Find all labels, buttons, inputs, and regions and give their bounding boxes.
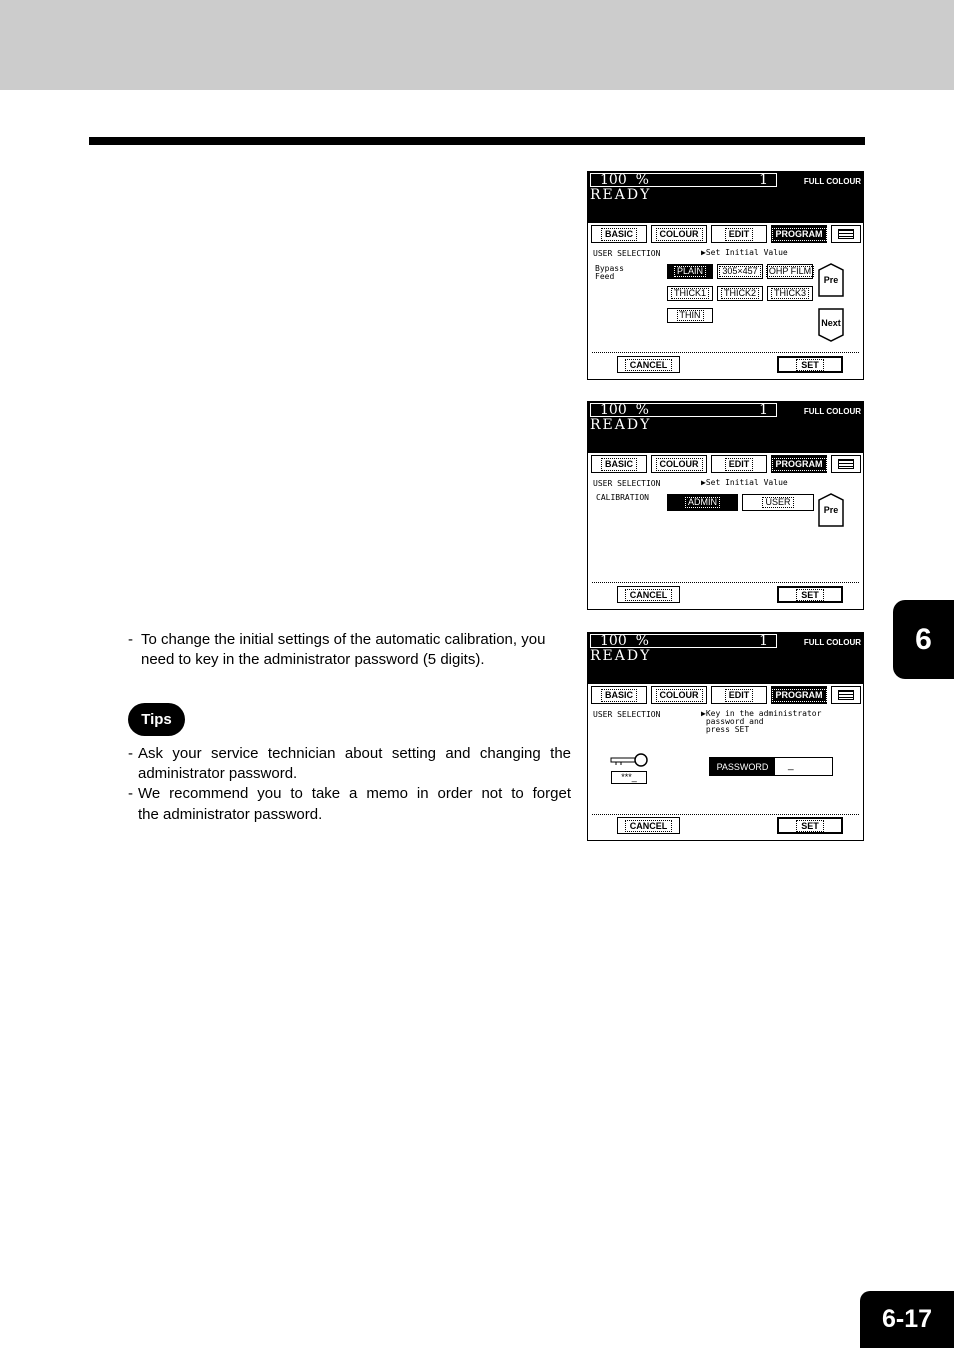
section-rule	[89, 137, 865, 145]
footer-divider	[592, 352, 859, 353]
tab-program[interactable]: PROGRAM	[771, 686, 827, 704]
tab-edit[interactable]: EDIT	[711, 455, 767, 473]
menu-icon[interactable]	[831, 686, 861, 704]
tips-badge: Tips	[128, 703, 185, 736]
lcd-screen-calibration	[587, 401, 864, 610]
tip-1-line-1: Ask your service technician about setting and changing the	[138, 745, 571, 762]
ready-status: READY	[590, 648, 652, 664]
note-line-2: need to key in the administrator password (5 digits).	[141, 651, 485, 668]
tab-basic[interactable]: BASIC	[591, 455, 647, 473]
instruction-text: ▶Key in the administrator password and press SET	[701, 709, 822, 734]
function-tabs	[588, 225, 863, 245]
calibration-label: CALIBRATION	[596, 493, 649, 502]
set-button[interactable]: SET	[777, 356, 843, 373]
copy-count: 1	[759, 402, 768, 418]
set-button[interactable]: SET	[777, 817, 843, 834]
lcd-screen-password	[587, 632, 864, 841]
lcd-screen-bypass-feed	[587, 171, 864, 380]
set-button[interactable]: SET	[777, 586, 843, 603]
menu-icon[interactable]	[831, 455, 861, 473]
tab-colour[interactable]: COLOUR	[651, 686, 707, 704]
menu-label: USER SELECTION	[593, 249, 661, 258]
tab-basic[interactable]: BASIC	[591, 225, 647, 243]
tip-2-line-2: the administrator password.	[138, 806, 323, 823]
tip-1-line-2: administrator password.	[138, 765, 298, 782]
menu-label: USER SELECTION	[593, 479, 661, 488]
zoom-count-box	[590, 173, 777, 187]
next-button[interactable]: Next	[818, 308, 844, 342]
option-ohp-film[interactable]: OHP FILM	[767, 264, 813, 279]
zoom-readout: 100 %	[600, 172, 649, 188]
ready-status: READY	[590, 417, 652, 433]
option-thick1[interactable]: THICK1	[667, 286, 713, 301]
footer-divider	[592, 814, 859, 815]
pre-button[interactable]: Pre	[818, 493, 844, 527]
password-field[interactable]	[709, 757, 833, 776]
footer-divider	[592, 582, 859, 583]
menu-icon[interactable]	[831, 225, 861, 243]
key-icon	[610, 753, 650, 787]
menu-label: USER SELECTION	[593, 710, 661, 719]
password-label: PASSWORD	[710, 758, 775, 775]
key-caption: ***_	[611, 771, 647, 784]
lcd-status-area	[588, 633, 863, 684]
password-value: _	[788, 760, 794, 771]
bypass-feed-label: Bypass Feed	[595, 264, 624, 281]
option-admin[interactable]: ADMIN	[667, 494, 738, 511]
option-thin[interactable]: THIN	[667, 308, 713, 323]
tip-bullet: -	[128, 785, 133, 802]
function-tabs	[588, 455, 863, 475]
zoom-readout: 100 %	[600, 633, 649, 649]
zoom-count-box	[590, 634, 777, 648]
header-band	[0, 0, 954, 90]
tip-2-line-1: We recommend you to take a memo in order not to forget	[138, 785, 571, 802]
tab-edit[interactable]: EDIT	[711, 225, 767, 243]
pre-button[interactable]: Pre	[818, 263, 844, 297]
option-user[interactable]: USER	[742, 494, 814, 511]
tab-colour[interactable]: COLOUR	[651, 455, 707, 473]
tab-basic[interactable]: BASIC	[591, 686, 647, 704]
function-tabs	[588, 686, 863, 706]
lcd-status-area	[588, 172, 863, 223]
cancel-button[interactable]: CANCEL	[617, 356, 680, 373]
zoom-count-box	[590, 403, 777, 417]
colour-mode-label: FULL COLOUR	[803, 638, 861, 647]
instruction-text: ▶Set Initial Value	[701, 248, 788, 257]
note-bullet: -	[128, 631, 133, 648]
colour-mode-label: FULL COLOUR	[803, 407, 861, 416]
ready-status: READY	[590, 187, 652, 203]
chapter-tab: 6	[893, 600, 954, 679]
note-line-1: To change the initial settings of the automatic calibration, you	[141, 631, 546, 648]
cancel-button[interactable]: CANCEL	[617, 817, 680, 834]
page-number: 6-17	[860, 1291, 954, 1348]
lcd-status-area	[588, 402, 863, 453]
cancel-button[interactable]: CANCEL	[617, 586, 680, 603]
colour-mode-label: FULL COLOUR	[803, 177, 861, 186]
tab-program[interactable]: PROGRAM	[771, 225, 827, 243]
option-thick2[interactable]: THICK2	[717, 286, 763, 301]
tab-program[interactable]: PROGRAM	[771, 455, 827, 473]
option-plain[interactable]: PLAIN	[667, 264, 713, 279]
tab-edit[interactable]: EDIT	[711, 686, 767, 704]
tip-bullet: -	[128, 745, 133, 762]
option-thick3[interactable]: THICK3	[767, 286, 813, 301]
option-305x457[interactable]: 305×457	[717, 264, 763, 279]
copy-count: 1	[759, 172, 768, 188]
copy-count: 1	[759, 633, 768, 649]
instruction-text: ▶Set Initial Value	[701, 478, 788, 487]
zoom-readout: 100 %	[600, 402, 649, 418]
tab-colour[interactable]: COLOUR	[651, 225, 707, 243]
